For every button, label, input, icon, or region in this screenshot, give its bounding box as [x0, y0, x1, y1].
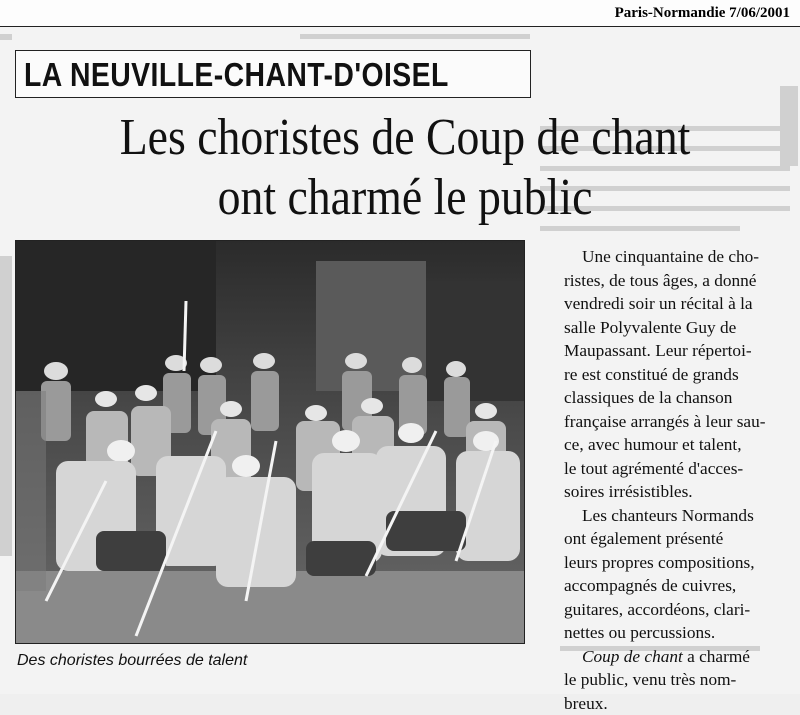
- article-line: Les chanteurs Normands: [564, 504, 793, 528]
- article-line: vendredi soir un récital à la: [564, 292, 793, 316]
- kicker-title: LA NEUVILLE-CHANT-D'OISEL: [24, 56, 449, 94]
- choir-photo: [15, 240, 525, 644]
- article-line: leurs propres compositions,: [564, 551, 793, 575]
- article-line: le public, venu très nom-: [564, 668, 793, 692]
- article-line: re est constitué de grands: [564, 363, 793, 387]
- headline-line-2: ont charmé le public: [97, 168, 713, 228]
- article-line: classiques de la chanson: [564, 386, 793, 410]
- article-line: ce, avec humour et talent,: [564, 433, 793, 457]
- article-line: breux.: [564, 692, 793, 715]
- article-line: nettes ou percussions.: [564, 621, 793, 645]
- article-line: le tout agrémenté d'acces-: [564, 457, 793, 481]
- article-paragraph-3: [564, 645, 793, 715]
- article-body: [564, 245, 793, 715]
- article-line: Maupassant. Leur répertoi-: [564, 339, 793, 363]
- article-line: ristes, de tous âges, a donné: [564, 269, 793, 293]
- article-line: salle Polyvalente Guy de: [564, 316, 793, 340]
- article-line: accompagnés de cuivres,: [564, 574, 793, 598]
- article-line: [564, 645, 793, 669]
- source-bar: [0, 0, 800, 27]
- article-line: Une cinquantaine de cho-: [564, 245, 793, 269]
- band-name: Coup de chant: [582, 647, 683, 666]
- photo-caption: Des choristes bourrées de talent: [17, 652, 247, 670]
- kicker-box: [15, 50, 531, 98]
- article-paragraph-2: [564, 504, 793, 645]
- article-line: soires irrésistibles.: [564, 480, 793, 504]
- article-text: a charmé: [683, 647, 750, 666]
- article-line: française arrangés à leur sau-: [564, 410, 793, 434]
- article-paragraph-1: [564, 245, 793, 504]
- article-line: guitares, accordéons, clari-: [564, 598, 793, 622]
- source-label: Paris-Normandie 7/06/2001: [615, 5, 790, 22]
- article-line: ont également présenté: [564, 527, 793, 551]
- choir-photo-image: [16, 241, 524, 643]
- headline-line-1: Les choristes de Coup de chant: [97, 108, 713, 168]
